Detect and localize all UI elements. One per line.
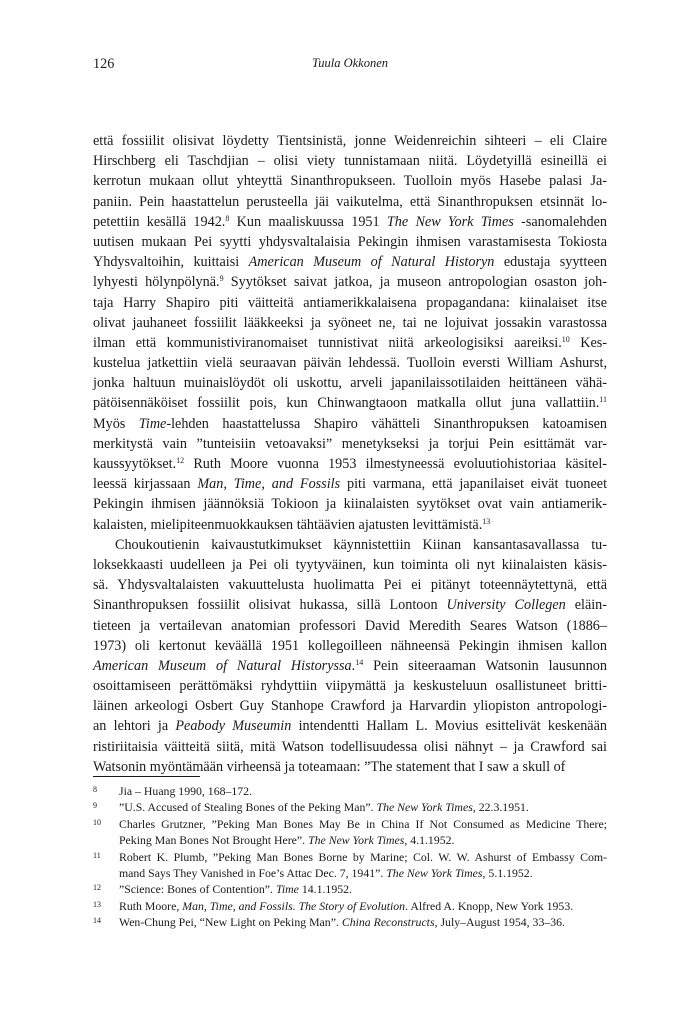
text-run: eläin- (565, 597, 607, 614)
footnote-line (119, 914, 607, 930)
text-run: lyhyesti hölynpölynä. (93, 274, 220, 291)
text-run: Peking Man Bones Not Brought Here”. (119, 833, 309, 848)
text-run: kalaisten, mielipiteenmuokkauksen tähtäävien ajatusten levittämistä. (93, 516, 483, 533)
text-run: Choukoutienin kaivaustutkimukset käynnistettiin Kiinan kansantasavallassa tu- (115, 536, 607, 553)
text-run: kaussyytökset. (93, 456, 177, 472)
text-run: läinen arkeologi Osbert Guy Stanhope Crawford ja Harvardin yliopiston antropologi- (93, 698, 607, 715)
text-line (93, 131, 607, 151)
footnote-line (119, 849, 607, 865)
text-run: paniin. Pein haastattelun perusteella jäi vaikutelma, että Sinanthropuksen etsinnät lo- (93, 193, 607, 210)
text-line (93, 414, 607, 434)
italic-title: The New York Times (376, 800, 473, 815)
body-text (93, 131, 607, 777)
footnote (93, 783, 607, 799)
text-run: Jia – Huang 1990, 168–172. (119, 784, 253, 798)
footnote (93, 881, 607, 897)
text-line (93, 535, 607, 555)
text-run: leessä kirjassaan (93, 476, 198, 493)
text-run: edustaja syytteen (494, 254, 608, 271)
italic-title: University Collegen (446, 597, 566, 614)
text-run: Sinanthropuksen fossiilit olisivat hukassa, sillä Lontoon (93, 597, 447, 614)
text-line (93, 757, 607, 777)
text-line (93, 333, 607, 353)
text-run: olivat jauhaneet fossiilit lääkkeeksi ja syöneet ne, tai ne lojuivat jossakin varastossa (93, 314, 607, 331)
text-run: , 22.3.1951. (472, 800, 529, 815)
footnote-reference: 8 (225, 213, 230, 223)
italic-title: The New York Times (386, 213, 514, 230)
text-run: Hirschberg eli Taschdjian – olisi viety tunnistamaan niitä. Löydetyillä esineillä ei (93, 153, 607, 170)
text-run: , 5.1.1952. (482, 865, 533, 880)
footnote-number: 13 (93, 899, 101, 909)
footnotes (93, 783, 607, 931)
footnote-reference: 12 (176, 456, 185, 465)
footnote-reference: 11 (599, 395, 607, 405)
text-run: Watsonin myöntämään virheensä ja toteamaan: ”The statement that I saw a skull of (93, 758, 566, 775)
text-run: Wen-Chung Pei, “New Light on Peking Man”. (119, 915, 342, 930)
text-run: Pekingin ihmisen jäännöksiä Tokioon ja kiinalaisten syytökset ovat vain antiamerik- (93, 496, 607, 513)
footnote-number: 10 (93, 817, 101, 827)
text-run: taja Harry Shapiro piti väitteitä antiamerikkalaisena propagandana: kiinalaiset itse (93, 294, 607, 311)
text-line (93, 494, 607, 514)
text-run: piti varmana, että japanilaiset eivät tuoneet (340, 476, 608, 493)
footnote-number: 11 (93, 850, 101, 860)
text-run: Yhdysvaltoihin, kuittaisi (93, 254, 249, 271)
italic-title: China Reconstructs (341, 915, 435, 930)
text-run: loksekkaasti uudelleen ja Pei oli tyytyväinen, kun toiminta oli nyt kiinalaisten käsis- (93, 556, 607, 573)
text-run: kustelua jatkettiin vielä seuraavan päivän lehdessä. Tuolloin eversti William Ashurst, (93, 355, 607, 372)
italic-title: Peabody Museumin (175, 718, 292, 735)
text-run: -sanomalehden (513, 213, 607, 230)
text-run: ilman että kommunistiviranomaiset tunnistivat niitä arkeologisiksi aareiksi. (93, 334, 562, 351)
text-line (93, 151, 607, 171)
footnote-line (119, 898, 607, 914)
text-run: Ruth Moore, (119, 898, 183, 913)
text-run: an lehtori ja (93, 718, 176, 735)
text-line (93, 616, 607, 636)
footnote-line (119, 865, 607, 881)
text-run: -lehden haastattelussa Shapiro vähätteli Sinanthropuksen katoamisen (166, 415, 607, 432)
footnote (93, 898, 607, 914)
footnote-line (119, 832, 607, 848)
running-head: Tuula Okkonen (311, 56, 389, 70)
page-header (93, 56, 607, 74)
text-run: 1973) oli kertonut keväällä 1951 kollegoilleen nähneensä Pekingin ihmisen kallon (93, 637, 607, 654)
text-run: , July–August 1954, 33–36. (434, 915, 565, 930)
text-run: uutisen mukaan Pei syytti yhdysvaltalaisia Pekingin ihmisen varastamisesta Tokiosta (93, 233, 607, 250)
text-line (93, 737, 607, 757)
text-run: Kun maaliskuussa 1951 (229, 213, 387, 230)
text-run: Myös (93, 415, 139, 432)
footnote-number: 8 (93, 785, 97, 794)
text-run: tieteen ja vertailevan anatomian professori David Meredith Seares Watson (1886– (93, 617, 607, 634)
text-run: että fossiilit olisivat löydetty Tientsinistä, jonne Weidenreichin sihteeri – eli Claire (93, 133, 607, 149)
footnote (93, 799, 607, 815)
text-run: , 4.1.1952. (404, 833, 455, 848)
footnote-reference: 13 (482, 516, 491, 526)
text-run: ”U.S. Accused of Stealing Bones of the Peking Man”. (119, 800, 377, 815)
text-run: kerrotun mukaan ollut yhteyttä Sinanthropukseen. Tuolloin myös Hasebe palasi Ja- (93, 173, 607, 190)
text-line (93, 293, 607, 313)
italic-title: American Museum of Natural Historyn (248, 254, 495, 271)
text-line (93, 272, 607, 292)
footnote-line (119, 816, 607, 832)
text-line (93, 454, 607, 474)
footnote-number: 9 (93, 801, 97, 811)
text-run: osoittamiseen perättömäksi ryhdyttiin viipymättä ja keskusteluun osallistuneet britti- (93, 678, 607, 695)
text-line (93, 192, 607, 212)
footnote (93, 816, 607, 849)
text-run: ristiriitaisia väitteitä siitä, mitä Watson todellisuudessa olisi nähnyt – ja Crawford sai (93, 738, 607, 755)
italic-title: American Museum of Natural Historyssa (93, 657, 352, 674)
paragraph (93, 535, 607, 777)
text-line (93, 636, 607, 656)
footnote-line (119, 783, 607, 799)
text-line (93, 373, 607, 393)
text-run: 14.1.1952. (298, 882, 352, 897)
text-line (93, 434, 607, 454)
text-line (93, 232, 607, 252)
text-run: intendentti Hallam L. Movius esittelivät keskenään (291, 718, 607, 735)
text-line (93, 676, 607, 696)
footnote (93, 914, 607, 930)
text-run: merkitystä vain ”tunteisiin vetoavaksi” menetykseksi ja torjui Pein esittämät var- (93, 435, 607, 452)
text-line (93, 353, 607, 373)
text-line (93, 313, 607, 333)
text-run: pätöisennäköiset fossiilit pois, kun Chinwangtaoon matkalla ollut juna vallattiin. (93, 395, 600, 412)
text-run: Pein siteeraaman Watsonin lausunnon (363, 657, 607, 674)
text-line (93, 252, 607, 272)
text-line (93, 575, 607, 595)
italic-title: Time (275, 882, 299, 897)
text-run: Syytökset saivat jatkoa, ja museon antropologian osaston joh- (223, 274, 607, 291)
text-line (93, 474, 607, 494)
italic-title: Man, Time, and Fossils (197, 476, 341, 493)
text-line (93, 716, 607, 736)
text-run: . Alfred A. Knopp, New York 1953. (405, 898, 574, 913)
footnote-divider (93, 776, 200, 777)
paragraph (93, 131, 607, 535)
italic-title: Man, Time, and Fossils. The Story of Evolution (182, 898, 406, 913)
text-line (93, 555, 607, 575)
text-run: mand Says They Vanished in Foe’s Attac Dec. 7, 1941”. (119, 865, 387, 880)
text-line (93, 515, 607, 535)
text-run: sä. Yhdysvaltalaisten vakuuttelusta huolimatta Pei ei pitänyt toteennäytettynä, että (93, 577, 607, 594)
text-run: Ruth Moore vuonna 1953 ilmestyneessä evoluutiohistoriaa käsitel- (184, 456, 607, 472)
text-run: Robert K. Plumb, ”Peking Man Bones Borne by Marine; Col. W. W. Ashurst of Embassy Com- (119, 849, 607, 864)
footnote-reference: 14 (355, 657, 364, 667)
page-number: 126 (93, 56, 115, 72)
text-run: Kes- (569, 334, 607, 351)
footnote-number: 14 (93, 916, 101, 926)
text-line (93, 595, 607, 615)
italic-title: The New York Times (308, 833, 405, 848)
text-run: ”Science: Bones of Contention”. (119, 882, 276, 897)
text-run: . (351, 657, 356, 674)
footnote-line (119, 881, 607, 897)
footnote-number: 12 (93, 883, 101, 893)
footnote-reference: 10 (561, 334, 570, 344)
italic-title: Time (138, 415, 167, 432)
text-run: Charles Grutzner, ”Peking Man Bones May Be in China If Not Consumed as Medicine There; (119, 816, 607, 831)
footnote-reference: 9 (219, 274, 224, 284)
text-line (93, 393, 607, 413)
text-line (93, 656, 607, 676)
text-line (93, 171, 607, 191)
text-line (93, 212, 607, 232)
footnote-line (119, 799, 607, 815)
text-line (93, 696, 607, 716)
footnote (93, 849, 607, 882)
text-run: jonka haltuun muinaislöydöt oli uskottu, arveli japanilaissotilaiden heittäneen vähä- (93, 375, 607, 392)
text-run: petettiin kesällä 1942. (93, 213, 226, 230)
italic-title: The New York Times (386, 865, 483, 880)
